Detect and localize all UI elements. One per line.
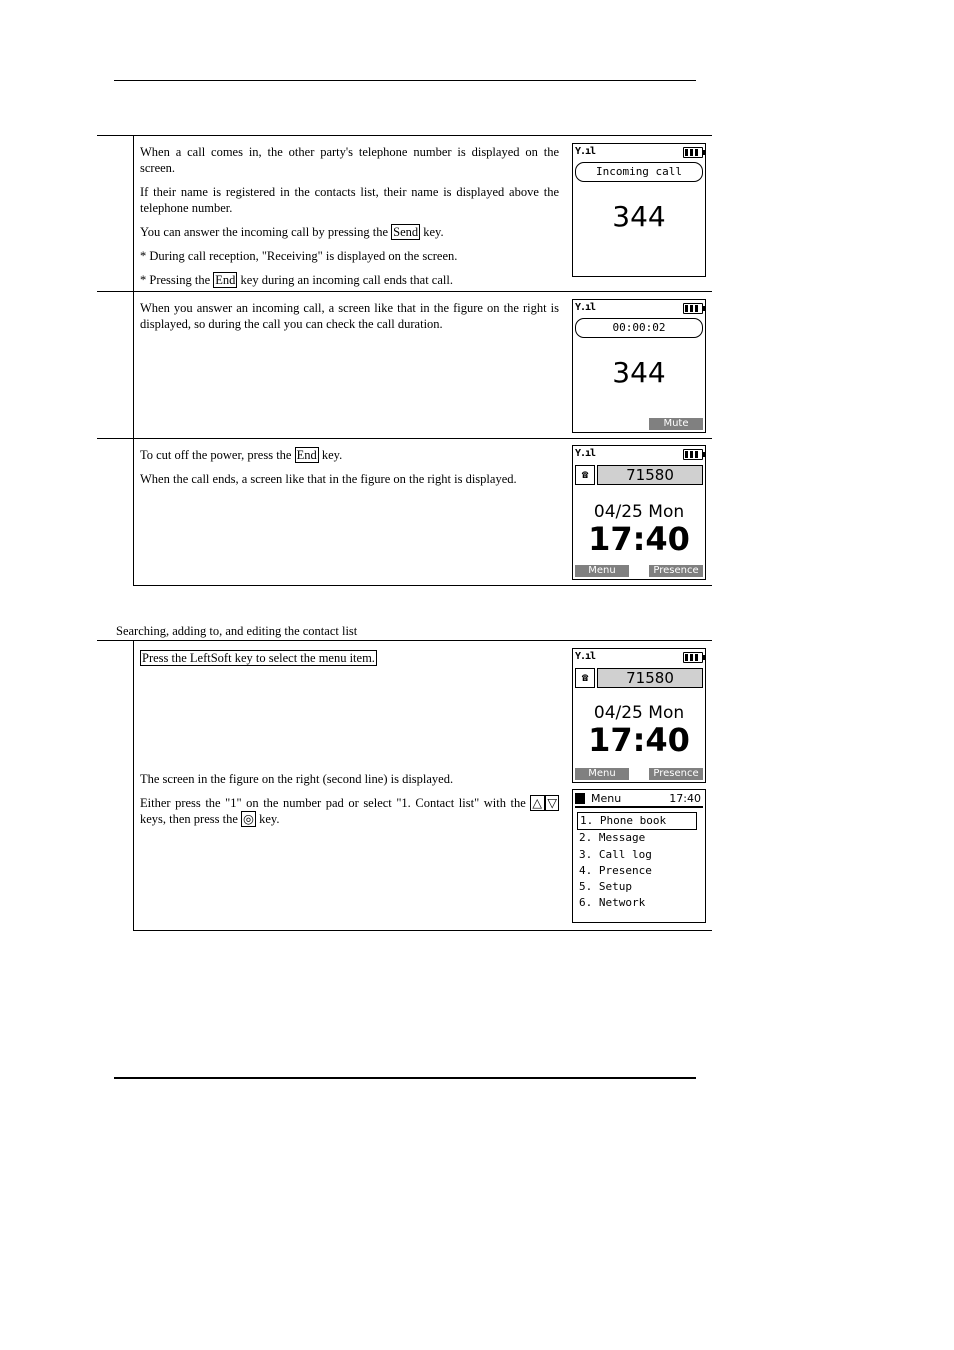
row-divider — [97, 438, 712, 439]
table-column-line — [133, 640, 134, 930]
date-display: 04/25 Mon — [593, 703, 685, 723]
idle-screen — [572, 648, 706, 783]
paragraph: When you answer an incoming call, a screen like that in the figure on the right is displayed, so during the call you can check the call duration. — [140, 301, 559, 331]
menu-softkey[interactable]: Menu — [575, 565, 629, 577]
presence-softkey[interactable]: Presence — [649, 768, 703, 780]
menu-block-icon — [575, 793, 585, 804]
caller-number: 344 — [612, 200, 666, 233]
menu-softkey[interactable]: Menu — [575, 768, 629, 780]
key-label: ▽ — [547, 796, 557, 810]
id-card-icon: ☎ — [575, 668, 595, 688]
key-label: End — [296, 448, 317, 462]
table-bottom-border — [133, 930, 712, 931]
table-column-line — [133, 135, 134, 585]
time-display: 17:40 — [588, 721, 690, 759]
row-text — [140, 144, 559, 296]
date-display: 04/25 Mon — [593, 502, 685, 522]
signal-strength-icon: Y.ıl — [575, 302, 596, 313]
paragraph: * Pressing the End key during an incoming call ends that call. — [140, 273, 453, 287]
paragraph: You can answer the incoming call by pressing the Send key. — [140, 225, 444, 239]
menu-header — [575, 792, 703, 808]
paragraph: To cut off the power, press the End key. — [140, 448, 343, 462]
row-text — [140, 650, 559, 666]
key-label: △ — [532, 796, 544, 810]
key-label: Send — [393, 225, 419, 239]
menu-screen — [572, 789, 706, 923]
call-duration-pill: 00:00:02 — [575, 318, 703, 338]
menu-title: Menu — [591, 792, 622, 805]
menu-item[interactable]: 2. Message — [579, 831, 646, 845]
time-display: 17:40 — [588, 520, 690, 558]
signal-strength-icon: Y.ıl — [575, 448, 596, 459]
key-label: ◎ — [243, 812, 254, 826]
paragraph: Either press the "1" on the number pad or select "1. Contact list" with the △ ▽ keys, then press the ◎ key. — [140, 796, 557, 826]
paragraph: When a call comes in, the other party's telephone number is displayed on the screen. — [140, 145, 559, 175]
incoming-call-screen — [572, 143, 706, 277]
footer-rule — [114, 1077, 696, 1079]
menu-list — [577, 812, 697, 912]
battery-icon — [683, 652, 703, 663]
row-text — [140, 447, 559, 495]
mute-softkey[interactable]: Mute — [649, 418, 703, 430]
paragraph: * During call reception, "Receiving" is displayed on the screen. — [140, 249, 458, 263]
battery-icon — [683, 147, 703, 158]
extension-number: 71580 — [597, 465, 703, 485]
header-rule — [114, 80, 696, 81]
idle-screen — [572, 445, 706, 580]
menu-item[interactable]: 3. Call log — [579, 847, 652, 861]
menu-item[interactable]: 1. Phone book — [577, 812, 697, 830]
paragraph: If their name is registered in the contacts list, their name is displayed above the telephone number. — [140, 185, 559, 215]
paragraph: When the call ends, a screen like that in the figure on the right is displayed. — [140, 472, 517, 486]
instruction-boxed: Press the LeftSoft key to select the menu item. — [142, 651, 375, 665]
extension-number: 71580 — [597, 668, 703, 688]
id-card-icon: ☎ — [575, 465, 595, 485]
menu-time: 17:40 — [669, 792, 701, 805]
table-bottom-border — [133, 585, 712, 586]
paragraph: The screen in the figure on the right (second line) is displayed. — [140, 772, 454, 786]
key-label: End — [215, 273, 236, 287]
row-text — [140, 300, 559, 340]
table-top-border — [97, 135, 712, 136]
in-call-screen — [572, 299, 706, 433]
battery-icon — [683, 303, 703, 314]
menu-item[interactable]: 5. Setup — [579, 880, 632, 894]
call-status-pill: Incoming call — [575, 162, 703, 182]
section-caption: Searching, adding to, and editing the contact list — [116, 624, 358, 638]
presence-softkey[interactable]: Presence — [649, 565, 703, 577]
table-top-border — [97, 640, 712, 641]
signal-strength-icon: Y.ıl — [575, 146, 596, 157]
row-text — [140, 771, 559, 835]
battery-icon — [683, 449, 703, 460]
signal-strength-icon: Y.ıl — [575, 651, 596, 662]
menu-item[interactable]: 6. Network — [579, 896, 646, 910]
menu-item[interactable]: 4. Presence — [579, 863, 652, 877]
caller-number: 344 — [612, 356, 666, 389]
